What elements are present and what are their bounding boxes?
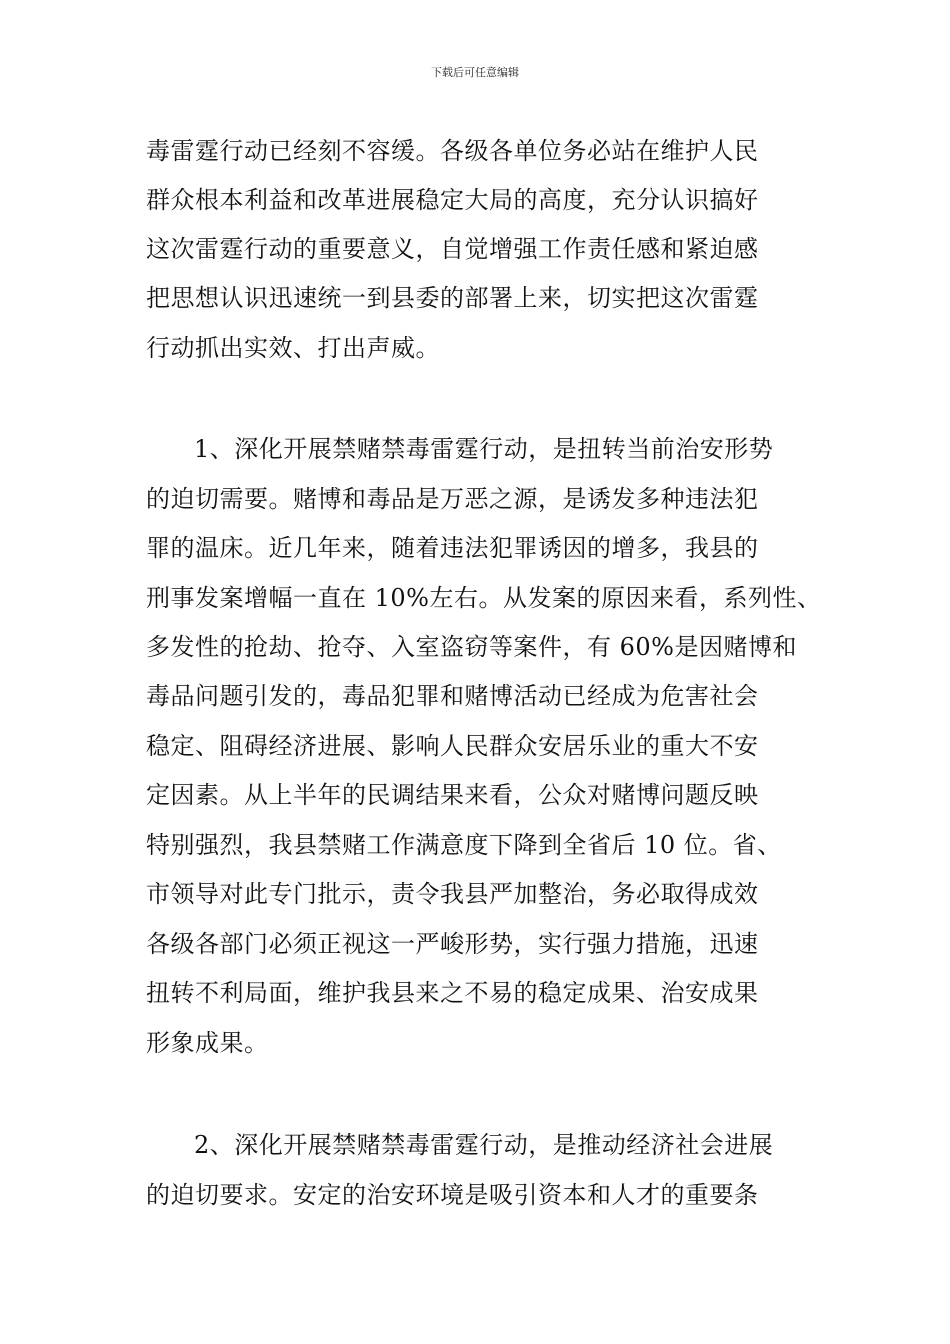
- text-line: 的迫切要求。安定的治安环境是吸引资本和人才的重要条: [146, 1181, 759, 1209]
- text-line: 多发性的抢劫、抢夺、入室盗窃等案件，有 60%是因赌博和: [146, 633, 797, 661]
- text-line: 毒雷霆行动已经刻不容缓。各级各单位务必站在维护人民: [146, 137, 759, 165]
- paragraph-first-line: 2、深化开展禁赌禁毒雷霆行动，是推动经济社会进展: [194, 1131, 774, 1159]
- text-line: 刑事发案增幅一直在 10%左右。从发案的原因来看，系列性、: [146, 584, 822, 612]
- text-line: 特别强烈，我县禁赌工作满意度下降到全省后 10 位。省、: [146, 831, 782, 859]
- text-line: 定因素。从上半年的民调结果来看，公众对赌博问题反映: [146, 781, 759, 809]
- text-line: 毒品问题引发的，毒品犯罪和赌博活动已经成为危害社会: [146, 682, 759, 710]
- text-line: 行动抓出实效、打出声威。: [146, 334, 440, 362]
- text-line: 形象成果。: [146, 1029, 269, 1057]
- text-line: 各级各部门必须正视这一严峻形势，实行强力措施，迅速: [146, 930, 759, 958]
- text-line: 这次雷霆行动的重要意义，自觉增强工作责任感和紧迫感: [146, 235, 759, 263]
- text-line: 群众根本利益和改革进展稳定大局的高度，充分认识搞好: [146, 186, 759, 214]
- text-line: 罪的温床。近几年来，随着违法犯罪诱因的增多，我县的: [146, 534, 759, 562]
- text-line: 的迫切需要。赌博和毒品是万恶之源，是诱发多种违法犯: [146, 485, 759, 513]
- text-line: 把思想认识迅速统一到县委的部署上来，切实把这次雷霆: [146, 284, 759, 312]
- paragraph-first-line: 1、深化开展禁赌禁毒雷霆行动，是扭转当前治安形势: [194, 435, 774, 463]
- text-line: 扭转不利局面，维护我县来之不易的稳定成果、治安成果: [146, 979, 759, 1007]
- text-line: 稳定、阻碍经济进展、影响人民群众安居乐业的重大不安: [146, 732, 759, 760]
- text-line: 市领导对此专门批示，责令我县严加整治，务必取得成效: [146, 880, 759, 908]
- page-header: 下载后可任意编辑: [431, 66, 519, 79]
